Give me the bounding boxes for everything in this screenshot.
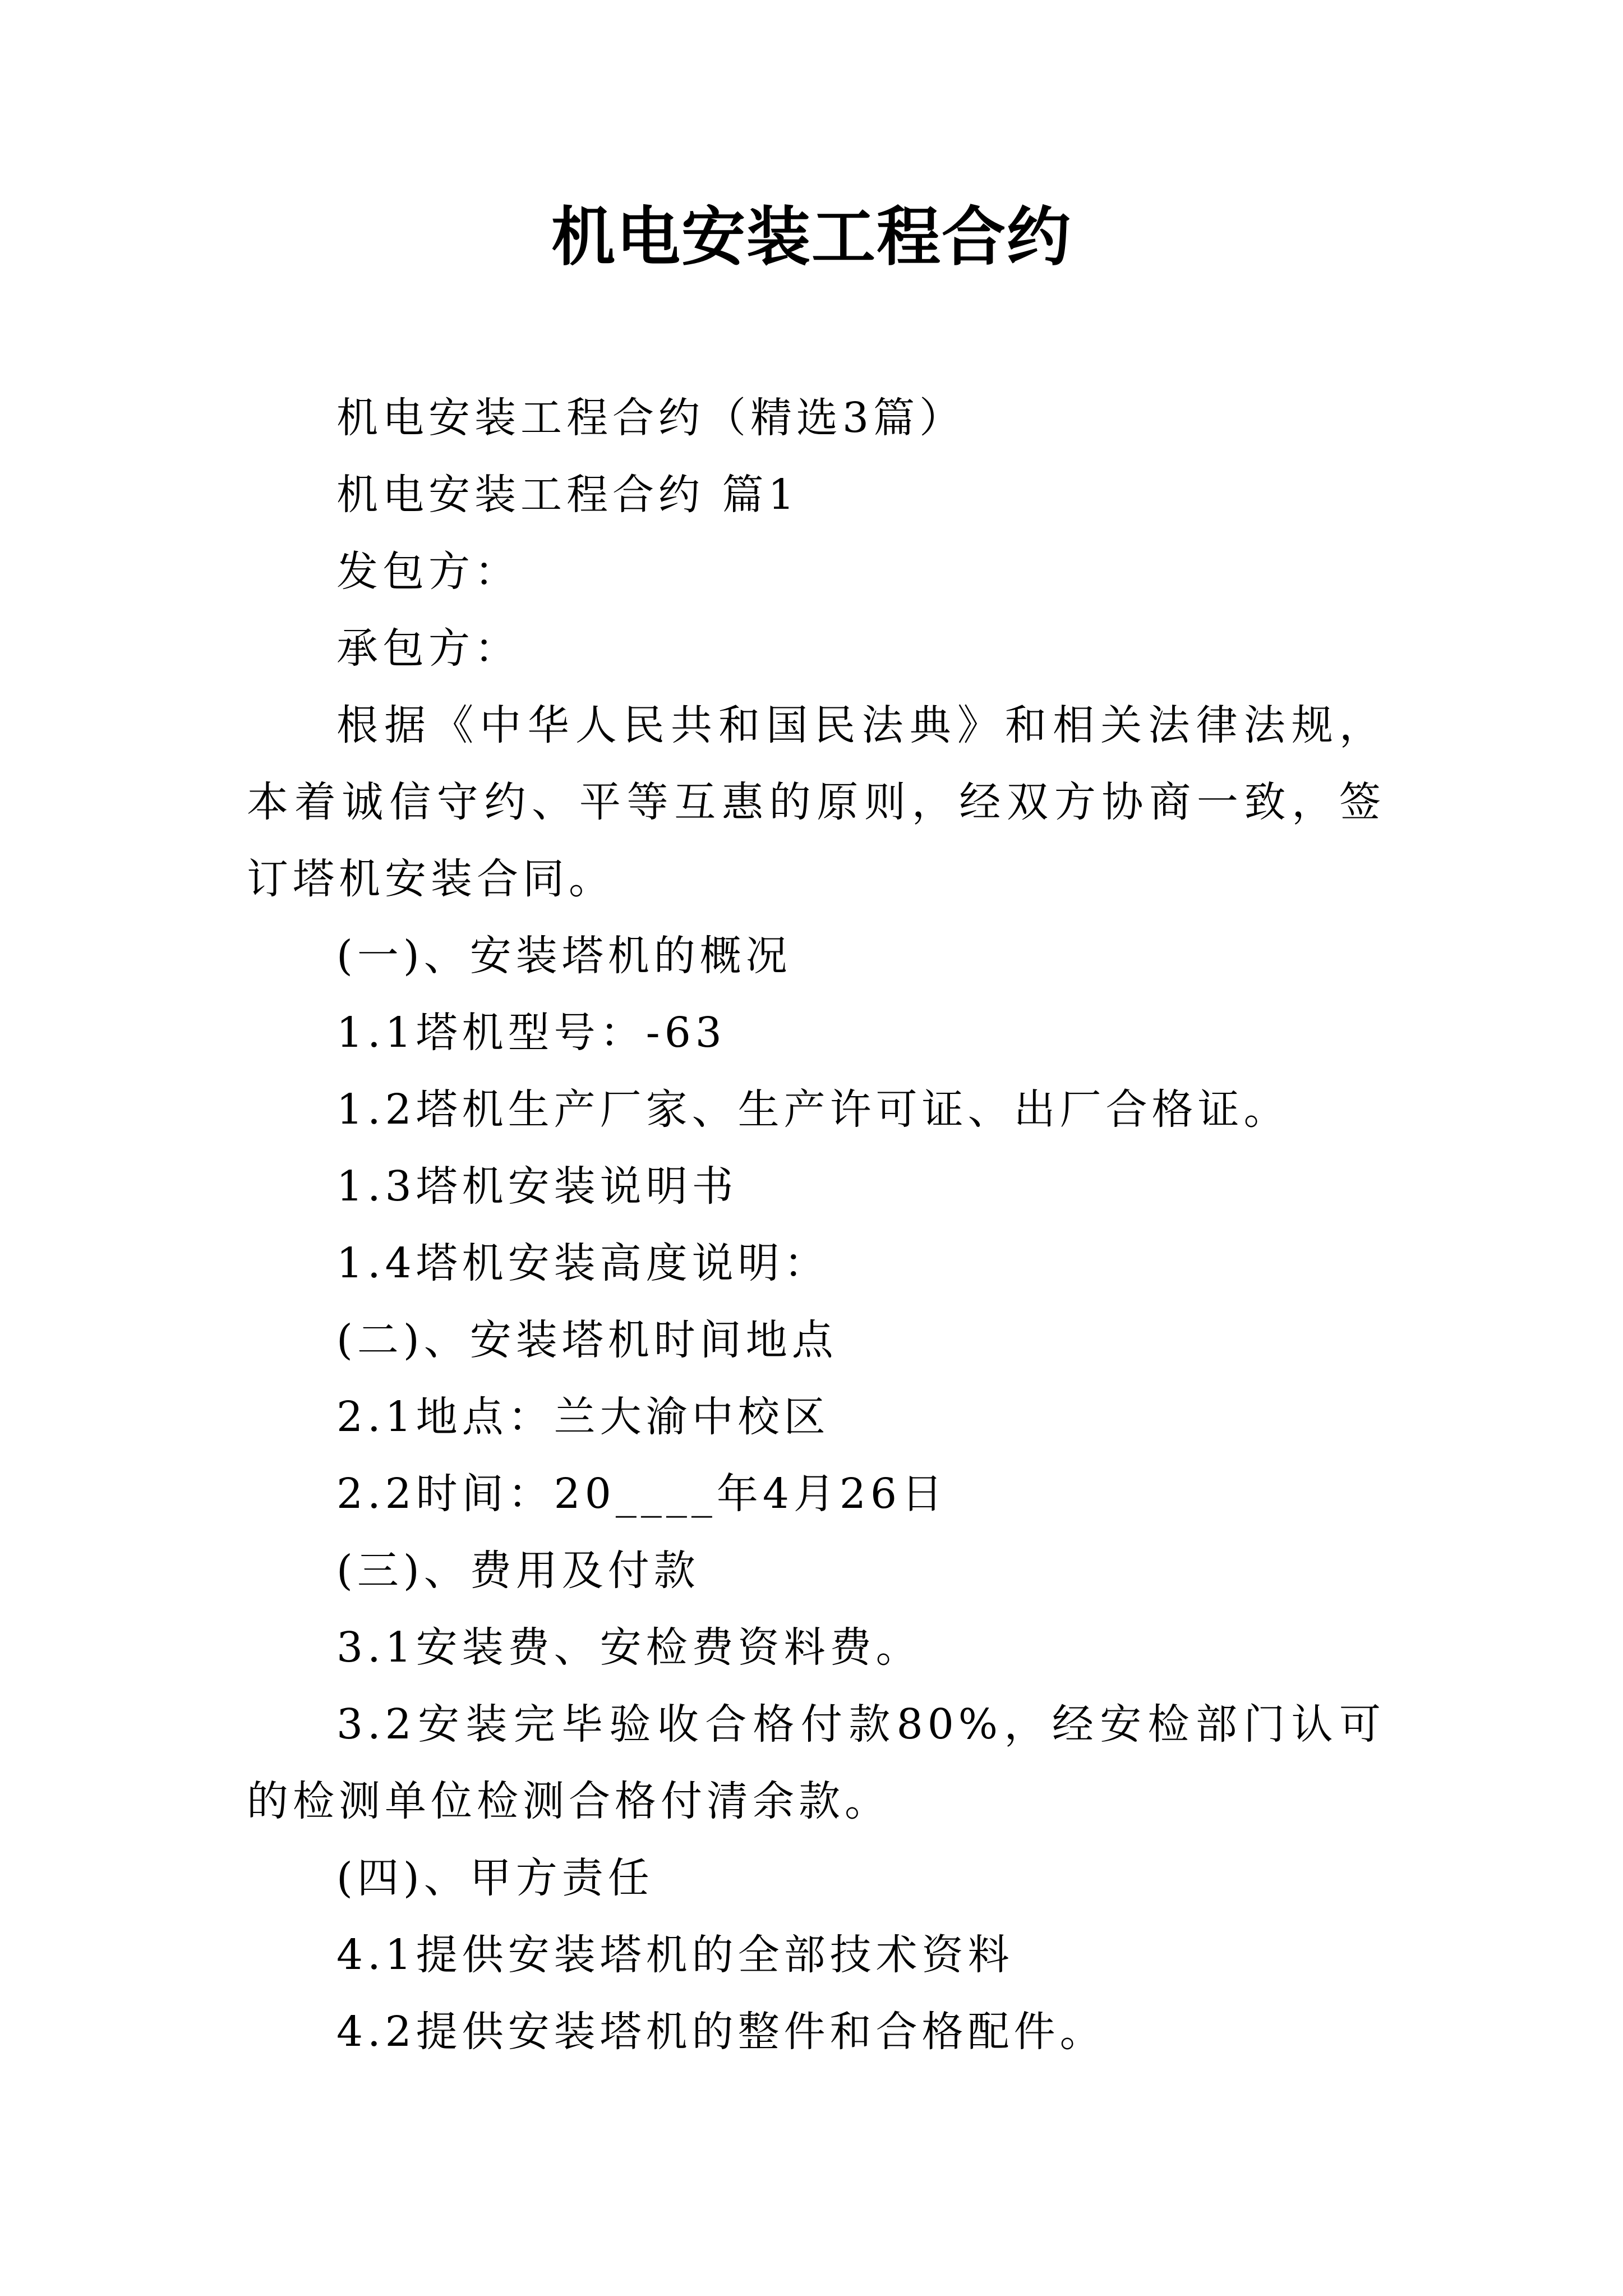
- paragraph-preamble: 根据《中华人民共和国民法典》和相关法律法规，本着诚信守约、平等互惠的原则，经双方协商一致，签订塔机安装合同。: [247, 701, 1385, 903]
- paragraph-clause-4-1: 4.1提供安装塔机的全部技术资料: [336, 1931, 1014, 1979]
- document-title: 机电安装工程合约: [551, 199, 1072, 274]
- paragraph-clause-2-1: 2.1地点：兰大渝中校区: [336, 1393, 830, 1441]
- paragraph-clause-3-1: 3.1安装费、安检费资料费。: [336, 1623, 922, 1672]
- paragraph-clause-heading-4: (四)、甲方责任: [336, 1854, 654, 1902]
- paragraph-contractor: 承包方：: [336, 624, 520, 673]
- paragraph-clause-3-2: 3.2安装完毕验收合格付款80%，经安检部门认可的检测单位检测合格付清余款。: [247, 1700, 1385, 1825]
- paragraph-clause-heading-3: (三)、费用及付款: [336, 1547, 700, 1595]
- paragraph-clause-1-1: 1.1塔机型号：-63: [336, 1009, 726, 1057]
- paragraph-clause-4-2: 4.2提供安装塔机的整件和合格配件。: [336, 2008, 1106, 2056]
- paragraph-clause-1-2: 1.2塔机生产厂家、生产许可证、出厂合格证。: [336, 1085, 1290, 1134]
- paragraph-clause-1-3: 1.3塔机安装说明书: [336, 1162, 738, 1211]
- paragraph-subtitle: 机电安装工程合约（精选3篇）: [336, 394, 966, 442]
- paragraph-section-heading: 机电安装工程合约 篇1: [336, 471, 799, 519]
- paragraph-clause-1-4: 1.4塔机安装高度说明：: [336, 1239, 830, 1287]
- paragraph-clause-heading-1: (一)、安装塔机的概况: [336, 932, 792, 980]
- document-body: [247, 380, 1385, 2070]
- paragraph-employer: 发包方：: [336, 547, 520, 596]
- paragraph-clause-2-2: 2.2时间：20____年4月26日: [336, 1470, 948, 1518]
- paragraph-clause-heading-2: (二)、安装塔机时间地点: [336, 1316, 838, 1364]
